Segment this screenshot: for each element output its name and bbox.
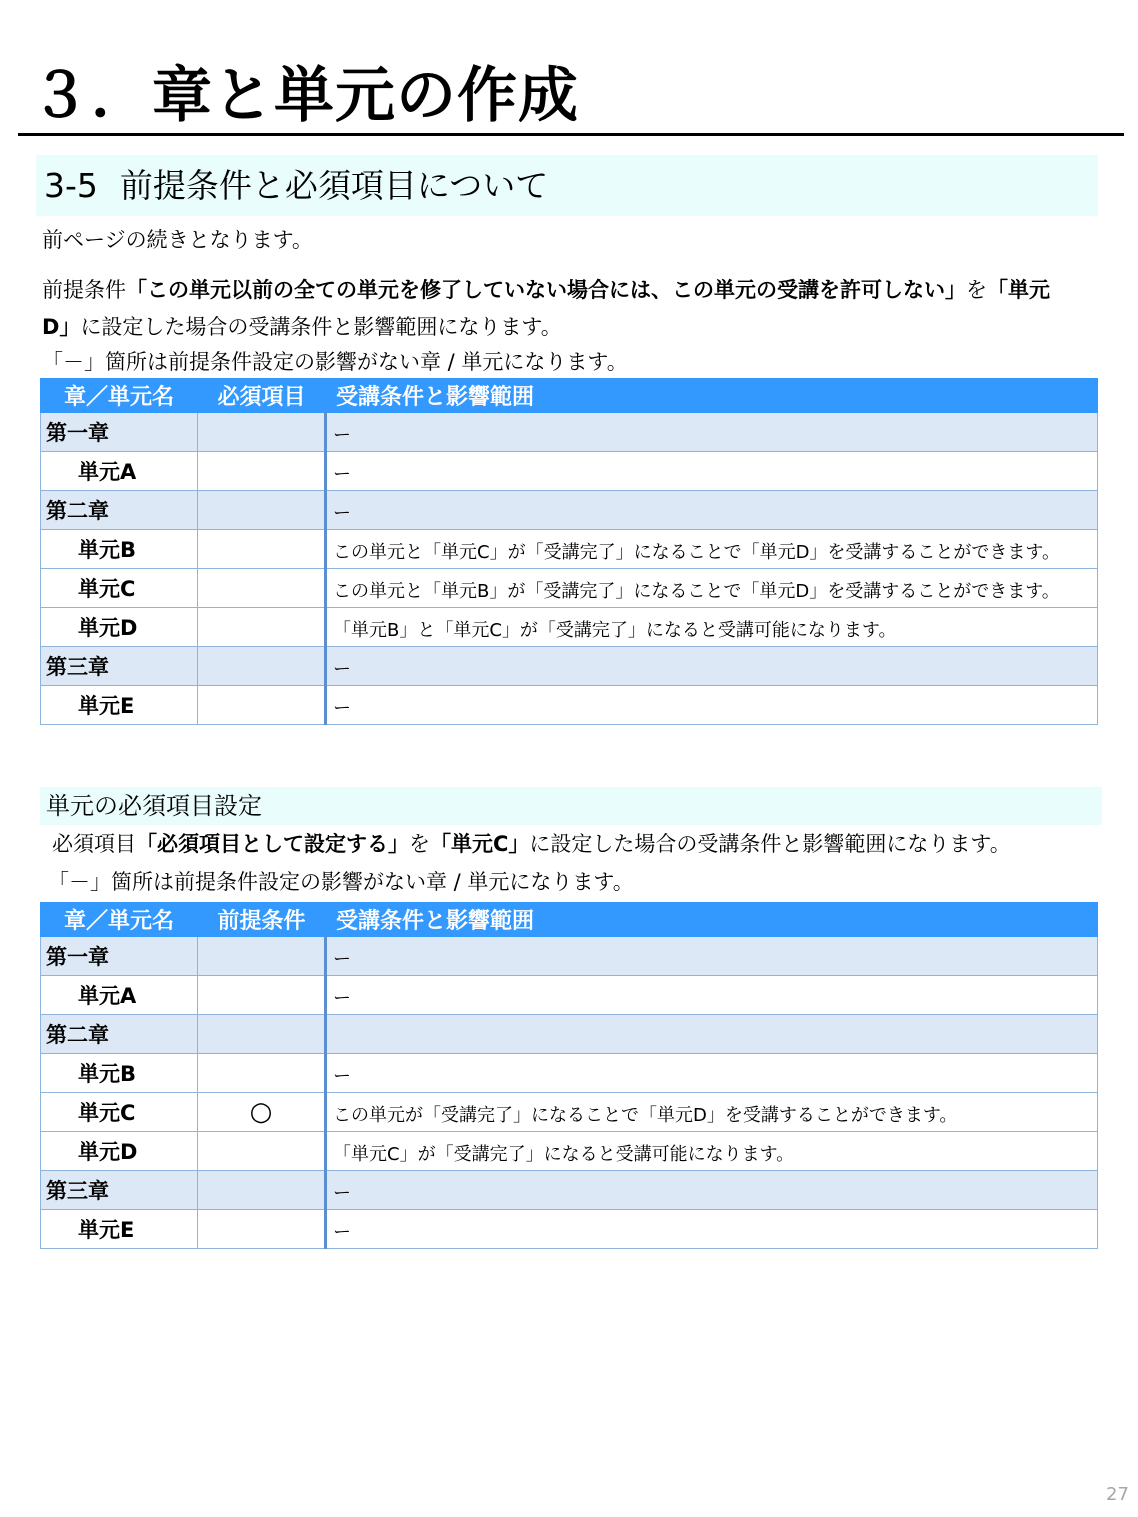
row-name: 単元B [41,530,198,569]
table-header-row [41,903,1098,937]
header-name: 章／単元名 [41,903,198,937]
intro-line-1: 前ページの続きとなります。 [42,228,313,252]
row-mark [198,1171,326,1210]
row-mark [198,976,326,1015]
row-mark [198,452,326,491]
page-title: ３．章と単元の作成 [30,61,579,131]
table-row [41,452,1098,491]
row-description: この単元が「受講完了」になることで「単元D」を受講することができます。 [326,1093,1098,1132]
header-name: 章／単元名 [41,379,198,413]
row-description: ー [326,1210,1098,1249]
row-description: ー [326,1171,1098,1210]
table-row [41,608,1098,647]
row-name: 単元C [41,569,198,608]
row-mark [198,937,326,976]
table-row [41,569,1098,608]
table-row [41,1093,1098,1132]
row-name: 第一章 [41,413,198,452]
section-header [36,155,1098,216]
page-number: 27 [1106,1484,1129,1505]
row-mark [198,647,326,686]
row-name: 第一章 [41,937,198,976]
row-description: ー [326,452,1098,491]
row-name: 単元B [41,1054,198,1093]
row-description: ー [326,976,1098,1015]
subsection-emphasis: 「単元C」 [430,832,530,856]
table-row [41,937,1098,976]
row-mark [198,569,326,608]
section-number: 3-5 [44,166,98,205]
intro-text: を [966,278,987,302]
row-description: ー [326,1054,1098,1093]
row-name: 単元D [41,608,198,647]
table-row [41,1054,1098,1093]
intro-emphasis: 「単元 [987,278,1050,302]
row-mark [198,413,326,452]
subsection-title: 単元の必須項目設定 [40,787,1102,825]
intro-text: 前提条件 [42,278,126,302]
header-condition: 受講条件と影響範囲 [326,903,1098,937]
table-header-row [41,379,1098,413]
intro-line-2 [42,274,1050,304]
row-mark [198,1054,326,1093]
table-row [41,1015,1098,1054]
subsection-emphasis: 「必須項目として設定する」 [136,832,409,856]
row-mark [198,1015,326,1054]
row-description: この単元と「単元B」が「受講完了」になることで「単元D」を受講することができます。 [326,569,1098,608]
row-name: 単元E [41,1210,198,1249]
table-row [41,491,1098,530]
row-name: 第三章 [41,647,198,686]
row-name: 単元A [41,976,198,1015]
prerequisite-table [40,378,1098,725]
intro-line-4: 「－」箇所は前提条件設定の影響がない章 / 単元になります。 [42,350,628,374]
row-mark [198,1210,326,1249]
subsection-text: を [409,832,430,856]
row-name: 第二章 [41,1015,198,1054]
required-item-table [40,902,1098,1249]
subsection-line-1 [52,828,1011,858]
row-description [326,1015,1098,1054]
row-name: 単元C [41,1093,198,1132]
row-description: 「単元B」と「単元C」が「受講完了」になると受講可能になります。 [326,608,1098,647]
row-description: ー [326,937,1098,976]
table-row [41,530,1098,569]
table-row [41,647,1098,686]
table-row [41,686,1098,725]
row-name: 第三章 [41,1171,198,1210]
section-title: 前提条件と必須項目について [119,166,549,205]
subsection-line-2: 「－」箇所は前提条件設定の影響がない章 / 単元になります。 [48,870,634,894]
row-description: ー [326,686,1098,725]
subsection-text: 必須項目 [52,832,136,856]
row-name: 単元A [41,452,198,491]
row-description: ー [326,413,1098,452]
intro-emphasis: 「この単元以前の全ての単元を修了していない場合には、この単元の受講を許可しない」 [126,278,966,302]
intro-text: に設定した場合の受講条件と影響範囲になります。 [80,315,562,339]
table-row [41,1132,1098,1171]
row-mark [198,491,326,530]
table-row [41,1210,1098,1249]
row-description: ー [326,491,1098,530]
header-required: 必須項目 [198,379,326,413]
row-name: 単元E [41,686,198,725]
table-row [41,976,1098,1015]
table-row [41,413,1098,452]
table-row [41,1171,1098,1210]
header-condition: 受講条件と影響範囲 [326,379,1098,413]
intro-line-3 [42,311,562,341]
title-divider [18,133,1124,136]
row-description: 「単元C」が「受講完了」になると受講可能になります。 [326,1132,1098,1171]
row-name: 第二章 [41,491,198,530]
row-description: この単元と「単元C」が「受講完了」になることで「単元D」を受講することができます。 [326,530,1098,569]
row-mark [198,530,326,569]
row-mark [198,686,326,725]
intro-emphasis: D」 [42,315,81,339]
subsection-text: に設定した場合の受講条件と影響範囲になります。 [529,832,1011,856]
row-name: 単元D [41,1132,198,1171]
row-mark [198,1132,326,1171]
row-description: ー [326,647,1098,686]
header-prerequisite: 前提条件 [198,903,326,937]
row-mark [198,608,326,647]
circle-mark: ○ [198,1093,326,1132]
